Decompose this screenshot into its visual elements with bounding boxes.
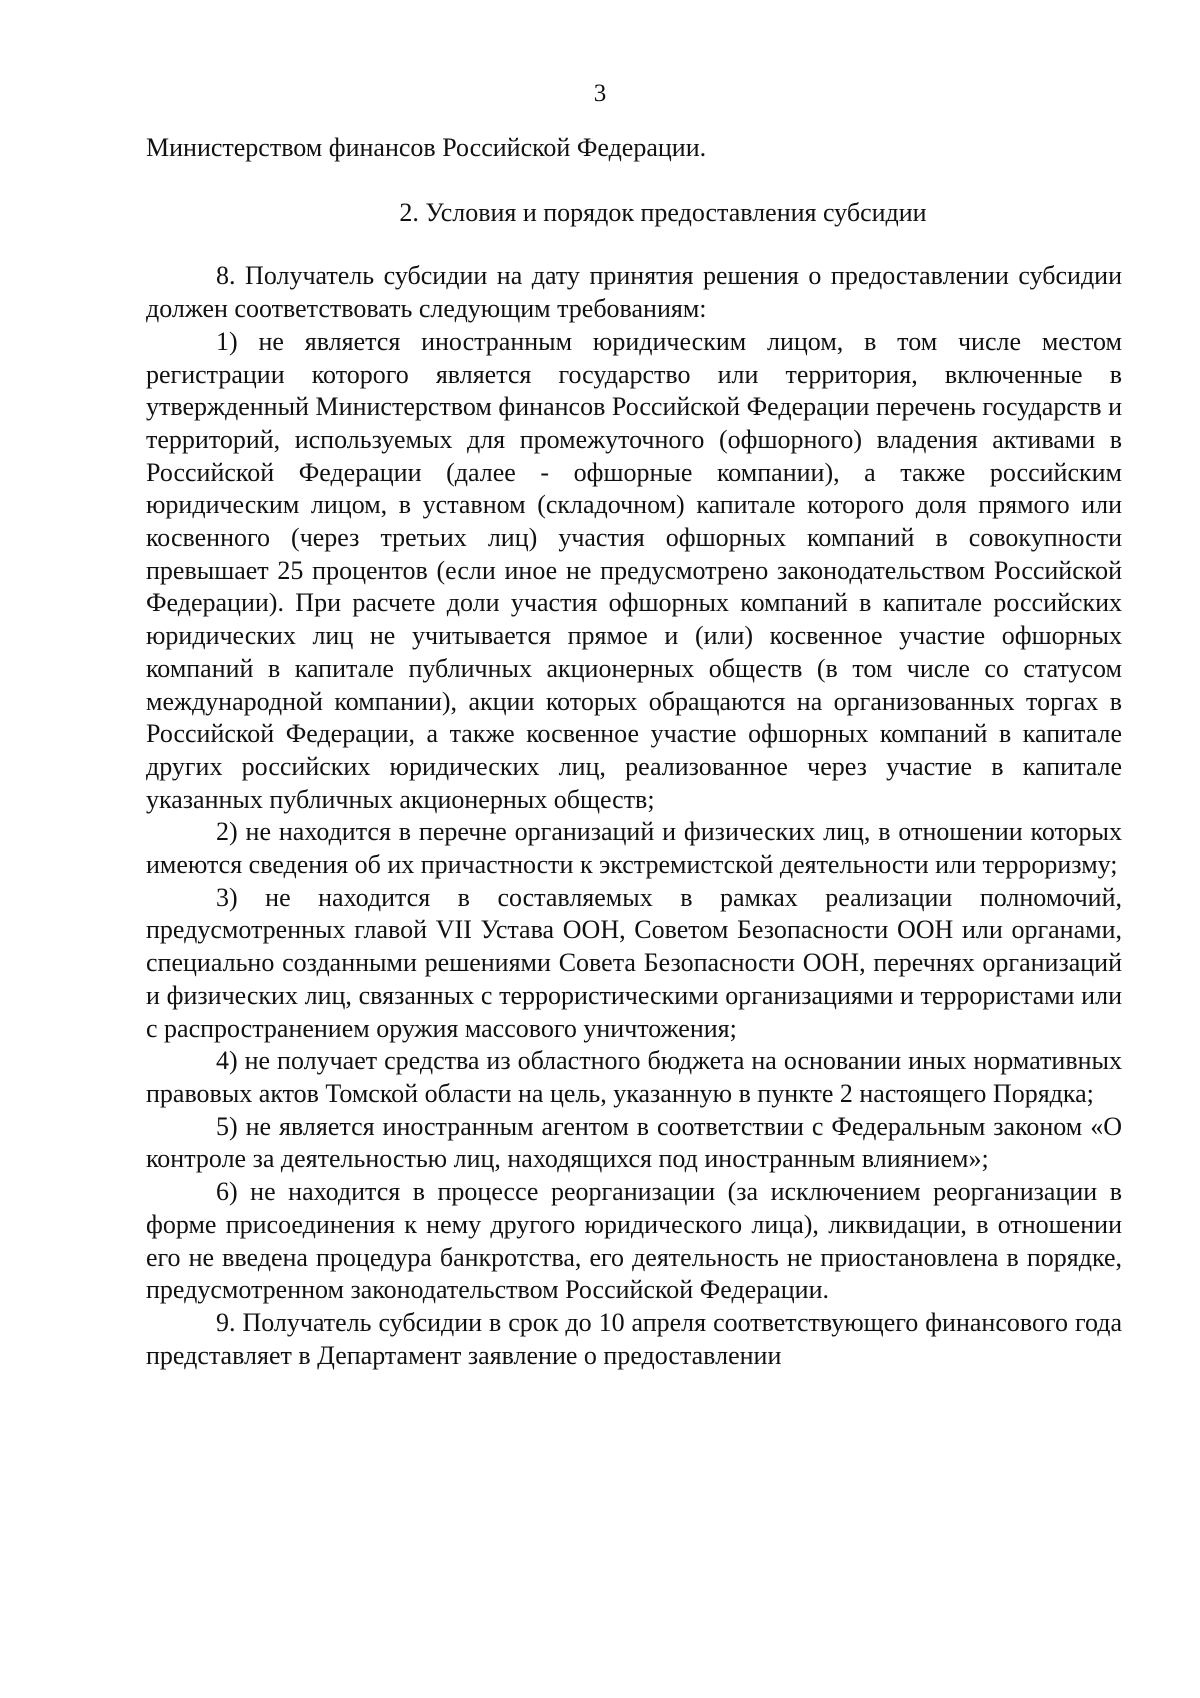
requirement-2: 2) не находится в перечне организаций и физических лиц, в отношении которых имеются сведения об их причастности к экстремистской деятельности или терроризму; — [146, 817, 1122, 880]
clause-8: 8. Получатель субсидии на дату принятия решения о предоставлении субсидии должен соответствовать следующим требованиям: — [146, 261, 1122, 324]
section-heading: 2. Условия и порядок предоставления субсидии — [399, 197, 927, 227]
requirement-5: 5) не является иностранным агентом в соответствии с Федеральным законом «О контроле за деятельностью лиц, находящихся под иностранным влиянием»; — [146, 1111, 1122, 1174]
requirement-1: 1) не является иностранным юридическим лицом, в том числе местом регистрации которого является государство или территория, включенные в утвержденный Министерством финансов Российской Федерации перечень государств и территорий, используемых для промежуточного (офшорного) владения активами в Российской Федерации (далее - офшорные компании), а также российским юридическим лицом, в уставном (складочном) капитале которого доля прямого или косвенного (через третьих лиц) участия офшорных компаний в совокупности превышает 25 процентов (если иное не предусмотрено законодательством Российской Федерации). При расчете доли участия офшорных компаний в капитале российских юридических лиц не учитывается прямое и (или) косвенное участие офшорных компаний в капитале публичных акционерных обществ (в том числе со статусом международной компании), акции которых обращаются на организованных торгах в Российской Федерации, а также косвенное участие офшорных компаний в капитале других российских юридических лиц, реализованное через участие в капитале указанных публичных акционерных обществ; — [146, 326, 1122, 814]
page-number: 3 — [593, 80, 607, 107]
clause-9: 9. Получатель субсидии в срок до 10 апреля соответствующего финансового года представляет в Департамент заявление о предоставлении — [146, 1307, 1122, 1370]
requirement-4: 4) не получает средства из областного бюджета на основании иных нормативных правовых актов Томской области на цель, указанную в пункте 2 настоящего Порядка; — [146, 1046, 1122, 1108]
requirement-6: 6) не находится в процессе реорганизации (за исключением реорганизации в форме присоединения к нему другого юридического лица), ликвидации, в отношении его не введена процедура банкротства, его деятельность не приостановлена в порядке, предусмотренном законодательством Российской Федерации. — [146, 1177, 1122, 1305]
intro-line: Министерством финансов Российской Федерации. — [146, 133, 707, 162]
requirement-3: 3) не находится в составляемых в рамках реализации полномочий, предусмотренных главой VII Устава ООН, Советом Безопасности ООН или органами, специально созданными решениями Совета Безопасности ООН, перечнях организаций и физических лиц, связанных с террористическими организациями и террористами или с распространением оружия массового уничтожения; — [146, 882, 1122, 1043]
document-body — [146, 132, 1122, 1372]
